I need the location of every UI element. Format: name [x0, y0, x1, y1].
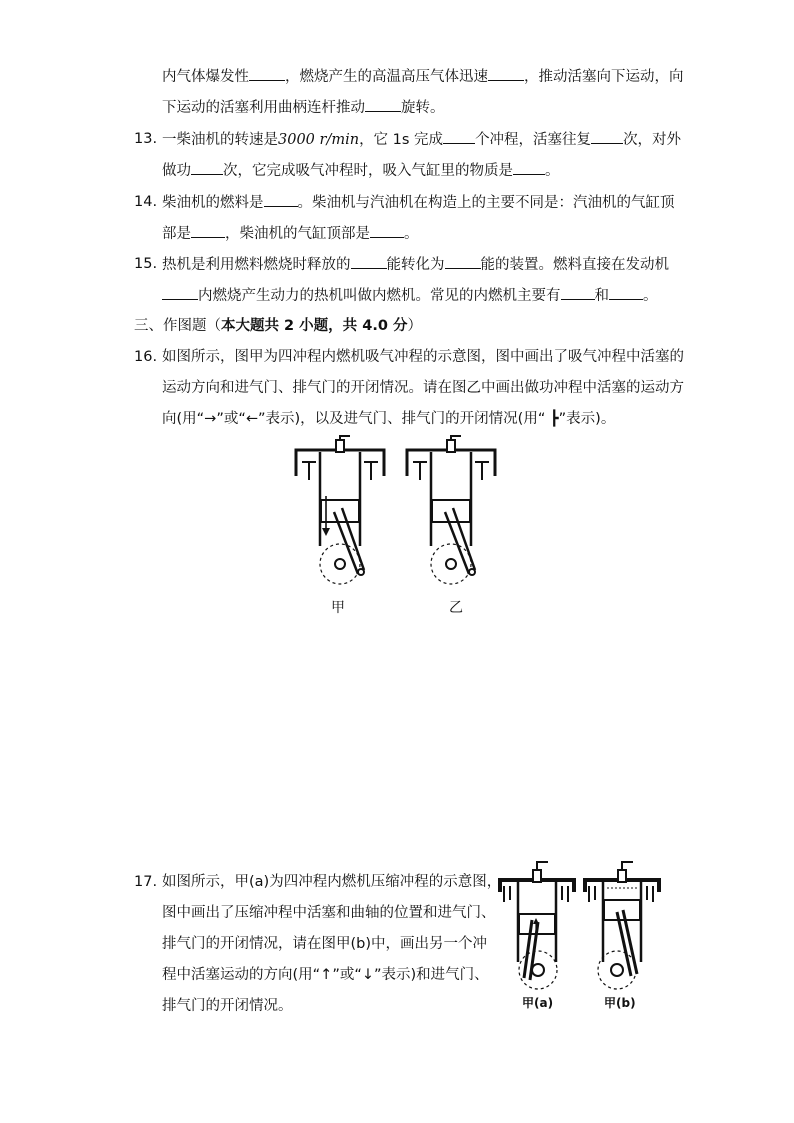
q17-line-3: 排气门的开闭情况，请在图甲(b)中，画出另一个冲 — [162, 936, 488, 952]
section-heading: 三、作图题（本大题共 2 小题，共 4.0 分） — [134, 318, 422, 334]
engine-diagram-jia — [294, 436, 386, 586]
answer-blank — [561, 285, 595, 300]
engine-diagram-b — [583, 858, 663, 990]
answer-blank — [264, 192, 298, 207]
q16-line-3: 向(用“→”或“←”表示)，以及进气门、排气门的开闭情况(用“ ┣”表示)。 — [162, 411, 616, 427]
question-number: 14. — [134, 194, 158, 210]
answer-blank — [445, 254, 481, 269]
q17-line-4: 程中活塞运动的方向(用“↑”或“↓”表示)和进气门、 — [162, 967, 489, 983]
answer-blank — [488, 66, 524, 81]
q15-line-1: 热机是利用燃料燃烧时释放的 能转化为 能的装置。燃料直接在发动机 — [162, 254, 669, 275]
question-number: 15. — [134, 256, 158, 272]
q16-line-1: 如图所示，图甲为四冲程内燃机吸气冲程的示意图，图中画出了吸气冲程中活塞的 — [162, 349, 684, 365]
q12-line-2: 下运动的活塞利用曲柄连杆推动 旋转。 — [162, 97, 445, 118]
answer-blank — [609, 285, 643, 300]
q12-line-1: 内气体爆发性 ，燃烧产生的高温高压气体迅速 ，推动活塞向下运动，向 — [162, 66, 684, 87]
engine-diagram-a — [498, 858, 578, 990]
q17-line-2: 图中画出了压缩冲程中活塞和曲轴的位置和进气门、 — [162, 905, 496, 921]
figure-label-jia: 甲 — [331, 600, 345, 616]
q17-line-5: 排气门的开闭情况。 — [162, 998, 293, 1014]
answer-blank — [370, 223, 404, 238]
answer-blank — [365, 97, 401, 112]
q16-line-2: 运动方向和进气门、排气门的开闭情况。请在图乙中画出做功冲程中活塞的运动方 — [162, 380, 684, 396]
answer-blank — [591, 129, 623, 144]
answer-blank — [443, 129, 475, 144]
answer-blank — [191, 223, 225, 238]
answer-blank — [249, 66, 285, 81]
q14-line-1: 柴油机的燃料是 。柴油机与汽油机在构造上的主要不同是：汽油机的气缸顶 — [162, 192, 675, 213]
figure-label-a: 甲(a) — [522, 996, 554, 1010]
answer-blank — [351, 254, 387, 269]
answer-blank — [191, 160, 223, 175]
figure-label-yi: 乙 — [449, 600, 463, 616]
engine-diagram-yi — [405, 436, 497, 586]
q13-line-2: 做功 次，它完成吸气冲程时，吸入气缸里的物质是 。 — [162, 160, 560, 181]
question-number: 16. — [134, 349, 158, 365]
figure-label-b: 甲(b) — [604, 996, 636, 1010]
q17-line-1: 如图所示，甲(a)为四冲程内燃机压缩冲程的示意图， — [162, 874, 502, 890]
answer-blank — [513, 160, 545, 175]
q14-line-2: 部是 ，柴油机的气缸顶部是 。 — [162, 223, 419, 244]
q13-line-1: 一柴油机的转速是3000 r/min，它 1s 完成 个冲程，活塞往复 次，对外 — [162, 129, 681, 150]
question-number: 13. — [134, 131, 158, 147]
answer-blank — [162, 285, 198, 300]
q15-line-2: 内燃烧产生动力的热机叫做内燃机。常见的内燃机主要有 和 。 — [162, 285, 658, 306]
question-number: 17. — [134, 874, 158, 890]
